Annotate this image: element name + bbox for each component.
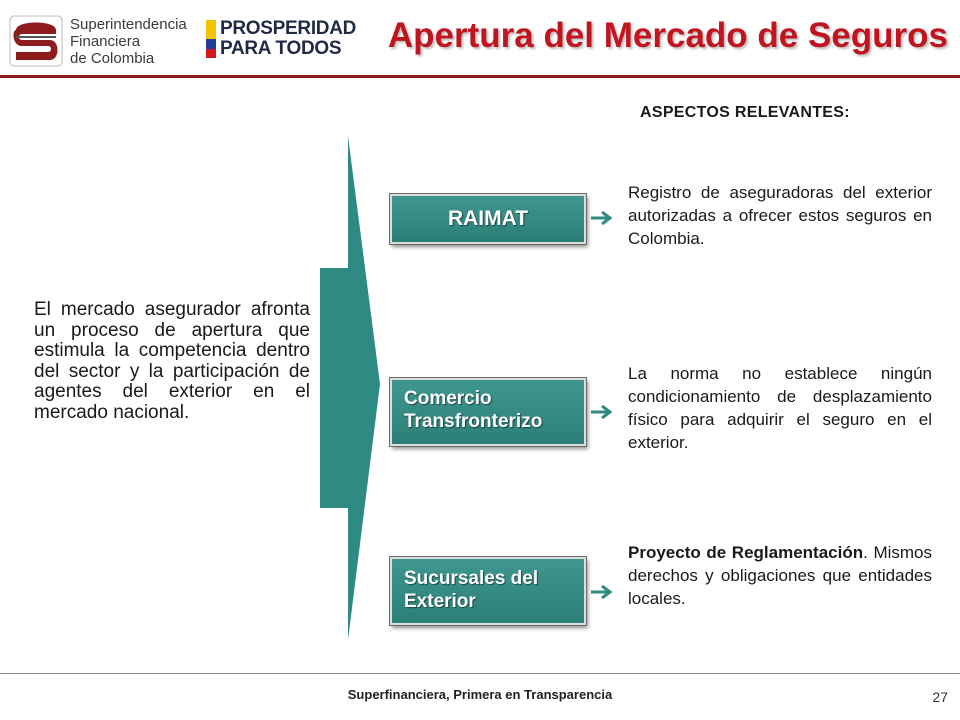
comercio-transfronterizo-box <box>390 378 586 446</box>
sfc-logo-line: de Colombia <box>70 50 155 67</box>
footer-divider <box>0 673 960 674</box>
comercio-label-line: Transfronterizo <box>404 411 543 432</box>
right-arrow-icon <box>590 585 612 599</box>
sucursales-description-rest: . Mismos derechos y obligaciones que entidades locales. <box>628 543 933 608</box>
sfc-logo-text <box>70 16 187 67</box>
section-heading: ASPECTOS RELEVANTES: <box>640 104 850 121</box>
sfc-logo-line: Financiera <box>70 33 141 50</box>
sucursales-exterior-box <box>390 557 586 625</box>
sucursales-description <box>628 541 932 610</box>
footer-tagline: Superfinanciera, Primera en Transparencia <box>347 687 613 702</box>
header-divider <box>0 75 960 78</box>
right-arrow-icon <box>590 405 612 419</box>
comercio-label-line: Comercio <box>404 388 492 409</box>
prosperidad-line: PARA TODOS <box>220 38 342 59</box>
page-title: Apertura del Mercado de Seguros <box>387 16 948 55</box>
prosperidad-line: PROSPERIDAD <box>220 18 357 39</box>
prosperidad-logo <box>206 18 356 62</box>
prosperidad-logo-text <box>220 19 356 59</box>
raimat-description: Registro de aseguradoras del exterior autorizadas a ofrecer estos seguros en Colombia. <box>628 183 932 248</box>
raimat-box <box>390 194 586 244</box>
sucursales-label-line: Exterior <box>404 591 476 612</box>
sfc-logo-icon <box>8 14 64 68</box>
comercio-description: La norma no establece ningún condicionamiento de desplazamiento físico para adquirir el seguro en el exterior. <box>628 364 932 452</box>
page-number: 27 <box>932 689 948 705</box>
superfinanciera-logo <box>8 14 188 70</box>
sucursales-label-line: Sucursales del <box>404 568 539 589</box>
prosperidad-flag-icon <box>206 20 216 58</box>
sfc-logo-line: Superintendencia <box>70 16 187 33</box>
raimat-label: RAIMAT <box>447 207 529 230</box>
intro-paragraph: El mercado asegurador afronta un proceso de apertura que estimula la competencia dentro del sector y la participación de agentes del exterior en el mercado nacional. <box>34 299 310 423</box>
sucursales-description-bold: Proyecto de Reglamentación <box>628 543 864 562</box>
main-arrow-icon <box>318 136 380 640</box>
right-arrow-icon <box>590 211 612 225</box>
